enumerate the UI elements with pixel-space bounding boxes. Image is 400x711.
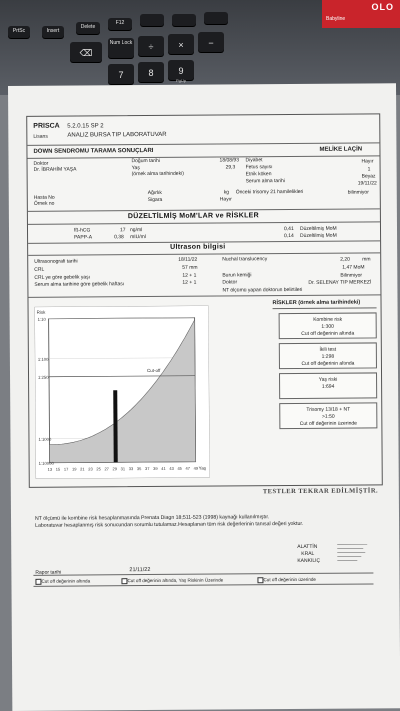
sticker-label: OLO <box>371 2 394 12</box>
lab-name: ANALIZ BURSA TIP LABORATUVAR <box>67 131 167 139</box>
report-paper <box>8 83 400 711</box>
y-tick-label: 1:1000 <box>38 436 52 442</box>
burun-label: Burun kemiği <box>222 272 252 279</box>
pappa-mom: 0,14 <box>284 233 294 240</box>
divider <box>28 208 380 211</box>
ultrason-title: Ultrason bilgisi <box>170 243 226 251</box>
risk-box-value: 1:298 <box>321 353 335 360</box>
serum-gebelik-value: 12 + 1 <box>182 279 197 286</box>
crl-label: CRL <box>34 266 45 273</box>
risk-box-note <box>280 390 376 391</box>
nt-note: NT ölçümü yapan doktorun belirtileri <box>222 286 303 294</box>
risk-box-title: Trisomy 13/18 + NT <box>306 406 351 413</box>
x-tick-label: 41 <box>161 465 166 471</box>
y-tick-label: 1:10 <box>37 316 46 322</box>
us-doktor-value: Dr. SELENAY TIP MERKEZİ <box>308 279 372 286</box>
risk-box-title: Yaş riski <box>318 376 338 383</box>
dogum-value: 18/08/93 <box>219 157 240 164</box>
etnik-label: Etnik köken <box>245 171 272 178</box>
nt-unit: mm <box>362 256 371 263</box>
patient-name: MELİKE LAÇİN <box>319 146 363 153</box>
x-tick-label: 45 <box>177 465 182 471</box>
signer-line-1: ALATTİN <box>297 543 318 550</box>
x-tick-label: 23 <box>88 466 93 472</box>
divider <box>28 221 380 224</box>
us-tarih-value: 18/11/22 <box>178 256 198 263</box>
key-blank-3[interactable] <box>204 12 228 24</box>
ornek-label: (örnek alma tarihindeki) <box>131 170 184 178</box>
risk-chart <box>35 306 210 479</box>
crl-gebelik-label: CRL ye göre gebelik yaşı <box>34 274 91 281</box>
doktor-value: Dr. İBRAHİM YAŞA <box>33 166 77 173</box>
yas-value: 29,3 <box>225 164 236 171</box>
risk-box-title: Kombine risk <box>313 316 343 323</box>
report-frame <box>26 113 383 487</box>
y-tick-label: 1:250 <box>38 374 49 380</box>
rapor-label: Rapor tarihi <box>35 569 62 576</box>
risk-box-note: Cut off değerinin altında <box>301 360 355 367</box>
rapor-value: 21/11/22 <box>129 567 151 574</box>
report-title: DOWN SENDROMU TARAMA SONUÇLARI <box>33 147 154 155</box>
x-tick-label: 25 <box>96 466 101 472</box>
y-tick-label: 1:10000 <box>38 460 54 466</box>
x-tick-label: 13 <box>47 466 53 472</box>
key-num-9[interactable]: 9 <box>168 60 194 80</box>
divider <box>273 307 377 309</box>
x-tick-label: 27 <box>104 466 109 472</box>
fbhcg-value: 17 <box>119 227 126 234</box>
software-version: 5.2.0.15 SP 2 <box>67 123 104 130</box>
mom-label-2: Düzeltilmiş MoM <box>300 232 337 239</box>
divider <box>28 252 380 255</box>
risk-box-title: İkili test <box>319 346 337 353</box>
risk-box-note: Cut off değerinin altında <box>301 330 355 337</box>
x-tick-label: 47 <box>185 465 191 471</box>
onceki-value: bilinmiyor <box>347 189 369 196</box>
nt-mom: 1,47 MoM <box>342 264 365 271</box>
yas-label: Yaş <box>131 165 140 172</box>
fbhcg-label: fß-hCG <box>73 227 91 234</box>
lisans-label: Lisans <box>33 133 48 140</box>
us-doktor-label: Doktor <box>222 279 238 286</box>
key-backspace[interactable]: ⌫ <box>70 42 102 62</box>
mom-title: DÜZELTİLMİŞ MoM'LAR ve RİSKLER <box>127 212 260 221</box>
x-tick-label: 19 <box>71 466 77 472</box>
diyabet-label: Diyabet <box>245 157 263 164</box>
x-tick-label: 35 <box>136 466 142 472</box>
key-divide[interactable]: ÷ <box>138 36 164 56</box>
divider <box>27 142 379 145</box>
footnote-1: NT ölçümü ile kombine risk hesaplanmasında Prenata Diagn 18;511-523 (1998) kaynağı kullanılmıştır. <box>35 514 270 522</box>
key-delete[interactable]: Delete <box>76 22 100 34</box>
key-blank-2[interactable] <box>172 14 196 26</box>
key-pgup-label: PgUp <box>176 78 187 83</box>
risk-box <box>279 402 377 429</box>
fetus-value: 1 <box>367 166 371 173</box>
risk-box <box>279 372 377 399</box>
pappa-unit: mIU/ml <box>130 234 146 241</box>
x-axis-label: Yaş <box>198 465 207 471</box>
fetus-label: Fetus sayısı <box>245 164 273 171</box>
mom-label-1: Düzeltilmiş MoM <box>299 225 337 232</box>
burun-value: Bilinmiyor <box>340 272 363 279</box>
risk-box <box>279 342 377 369</box>
risk-box-value: 1:300 <box>321 323 334 330</box>
nt-label: Nuchal translucency <box>222 256 268 263</box>
x-tick-label: 31 <box>120 466 126 472</box>
serum-label: Serum alma tarihi <box>245 178 285 185</box>
riskler-title: RİSKLER (örnek alma tarihindeki) <box>272 299 361 307</box>
nt-value: 2,20 <box>340 256 350 263</box>
risk-box-note: Cut off değerinin üzerinde <box>299 420 357 427</box>
y-axis-label: Risk <box>36 309 46 315</box>
footnote-2: Laboratuvar hesaplanmış risk sonucundan sorumlu tutulamaz.Hesaplanan tüm risk değerlerinin tanısal değeri yoktur. <box>35 520 304 529</box>
cutoff-label: Cut-off <box>146 367 161 374</box>
sigara-value: Hayır <box>219 196 232 203</box>
x-tick-label: 29 <box>112 466 118 472</box>
signer-line-2: KRAL <box>301 550 315 557</box>
sticker-box <box>322 0 400 28</box>
digital-signature <box>335 541 373 563</box>
crl-value: 57 mm <box>182 264 198 271</box>
dogum-label: Doğum tarihi <box>131 157 160 165</box>
software-name: PRISCA <box>33 122 60 130</box>
risk-box <box>279 312 377 339</box>
x-tick-label: 37 <box>144 466 150 472</box>
fbhcg-unit: ng/ml <box>129 227 143 234</box>
key-multiply[interactable]: × <box>168 34 194 54</box>
patient-marker <box>113 390 118 462</box>
signer-line-3: KANKILIÇ <box>297 557 321 564</box>
key-minus[interactable]: − <box>198 32 224 52</box>
key-insert[interactable]: Insert <box>42 26 64 38</box>
risk-box-value: 1:694 <box>321 383 335 390</box>
legend-2: Cut off değerinin altında, Yaş Riskinin Üzerinde <box>127 577 224 584</box>
x-tick-label: 49 <box>193 465 199 471</box>
key-num-7[interactable]: 7 <box>108 64 134 84</box>
serum-value: 19/11/22 <box>357 180 377 187</box>
divider <box>28 294 380 297</box>
x-tick-label: 33 <box>128 466 134 472</box>
x-tick-label: 21 <box>80 466 85 472</box>
pappa-label: PAPP-A <box>74 234 93 241</box>
fbhcg-mom: 0,41 <box>283 226 294 233</box>
divider <box>33 583 373 586</box>
key-f12[interactable]: F12 <box>108 18 132 30</box>
hasta-no-label: Hasta No <box>33 194 55 201</box>
legend-3: Cut off değerinin üzerinde <box>263 576 317 583</box>
legend-1: Cut off değerinin altında <box>41 578 91 584</box>
key-numlock[interactable]: Num Lock <box>108 38 134 58</box>
us-tarih-label: Ultrasonografi tarihi <box>34 258 78 265</box>
etnik-value: Beyaz <box>361 173 376 180</box>
y-tick-label: 1:100 <box>37 356 49 362</box>
serum-gebelik-label: Serum alma tarihine göre gebelik haftası <box>34 281 125 288</box>
key-blank-1[interactable] <box>140 14 164 26</box>
kg-unit: kg <box>223 189 230 196</box>
onceki-label: Önceki trisomy 21 hamilelikleri <box>235 188 304 196</box>
x-tick-label: 43 <box>169 465 174 471</box>
diyabet-value: Hayır <box>361 158 374 165</box>
retest-stamp: TESTLER TEKRAR EDİLMİŞTİR. <box>262 487 379 496</box>
crl-gebelik-value: 12 + 1 <box>182 272 197 279</box>
x-tick-label: 39 <box>153 465 158 471</box>
sigara-label: Sigara <box>147 196 163 204</box>
ornek-no-label: Örnek no <box>33 200 55 207</box>
x-tick-label: 15 <box>55 466 61 472</box>
x-tick-label: 17 <box>63 466 69 472</box>
agirlik-label: Ağırlık <box>147 189 162 197</box>
key-num-8[interactable]: 8 <box>138 62 164 82</box>
risk-box-value: >1:50 <box>321 413 335 420</box>
sticker-sub: Babyline <box>326 16 346 22</box>
divider <box>28 155 380 158</box>
key-prtsc[interactable]: PrtSc <box>8 26 30 38</box>
doktor-label: Doktor <box>33 160 49 167</box>
pappa-value: 0,38 <box>114 234 124 241</box>
